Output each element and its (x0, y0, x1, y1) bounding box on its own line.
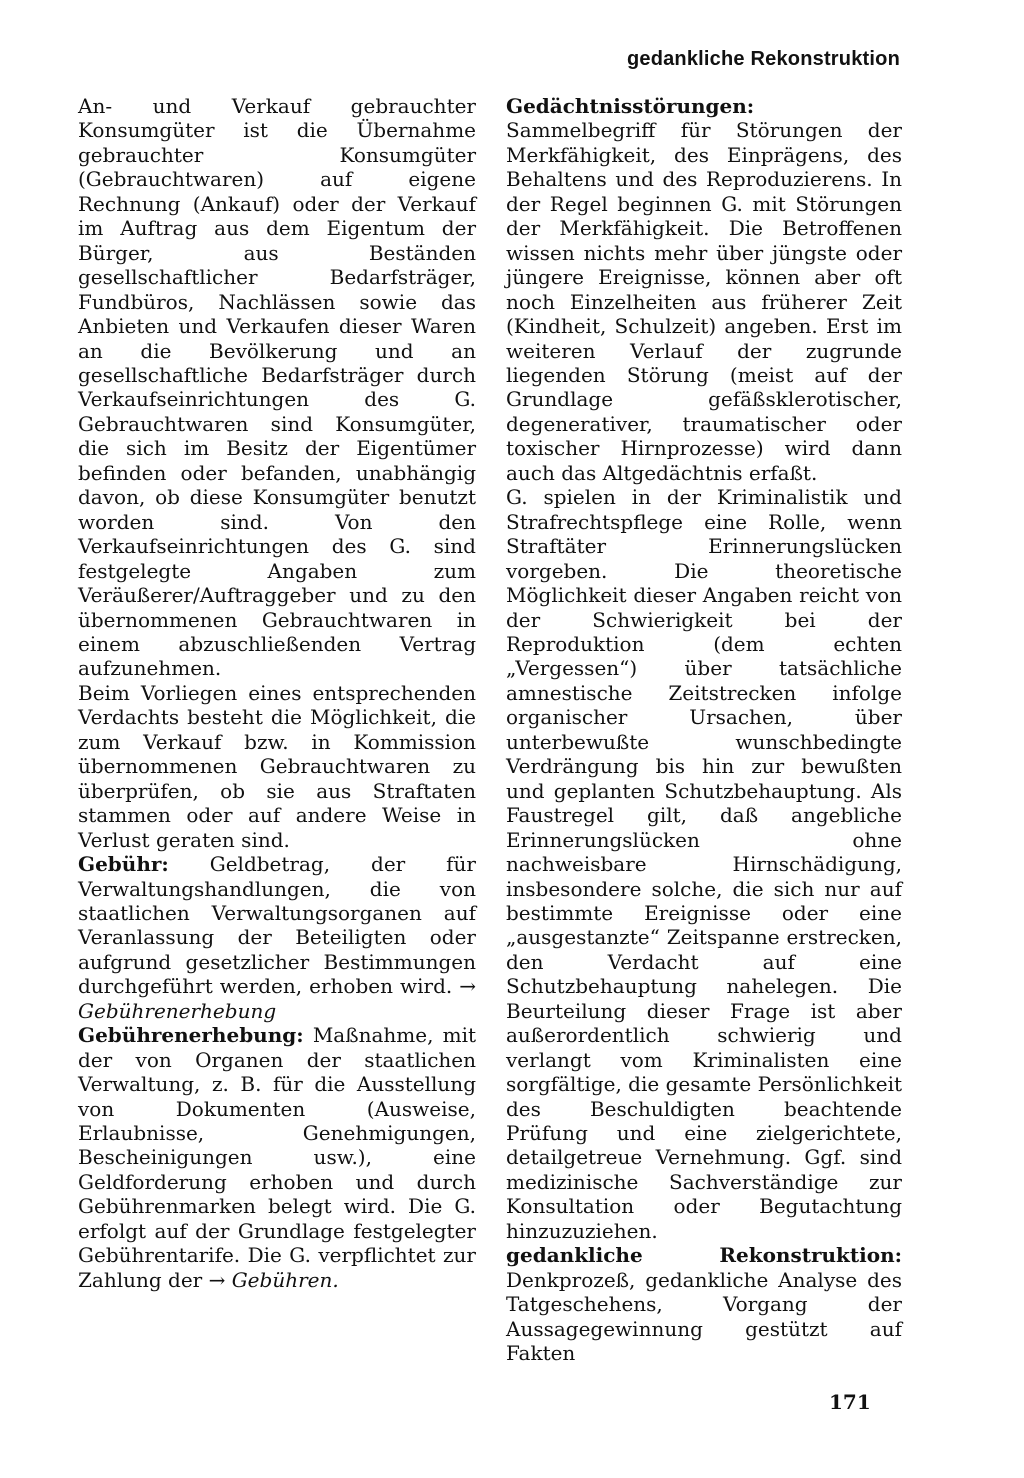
entry-an-und-verkauf-paragraph-1: An- und Verkauf gebrauchter Konsumgüter ist die Übernahme gebrauchter Konsumgüter (Gebrauchtwaren) auf eigene Rechnung (Ankauf) oder der Verkauf im Auftrag aus dem Eigentum der Bürger, aus Beständen gesellschaftlicher Bedarfsträger, Fundbüros, Nachlässen sowie das Anbieten und Verkaufen dieser Waren an die Bevölkerung und an gesellschaftliche Bedarfsträger durch Verkaufseinrichtungen des G. Gebrauchtwaren sind Konsumgüter, die sich im Besitz der Eigentümer befinden oder befanden, unabhängig davon, ob diese Konsumgüter benutzt worden sind. Von den Verkaufseinrichtungen des G. sind festgelegte Angaben zum Veräußerer/Auftraggeber und zu den übernommenen Gebrauchtwaren in einem abzuschließenden Vertrag aufzunehmen. (78, 94, 476, 681)
entry-gedaechtnisstoerungen (506, 94, 902, 485)
right-column (506, 94, 902, 1366)
entry-term: Gebührenerhebung: (78, 1023, 304, 1048)
entry-definition: Geldbetrag, der für Verwaltungshandlungen, die von staatlichen Verwaltungsorganen auf Veranlassung der Beteiligten oder aufgrund gesetzlicher Bestimmungen durchgeführt werden, erhoben wird. → (78, 852, 476, 999)
entry-gedankliche-rekonstruktion (506, 1243, 902, 1365)
entry-gebuehr (78, 852, 476, 1023)
cross-reference-link[interactable]: Gebührenerhebung (78, 998, 277, 1023)
page-number: 171 (829, 1390, 871, 1414)
running-head: gedankliche Rekonstruktion (626, 48, 900, 70)
entry-definition: Maßnahme, mit der von Organen der staatlichen Verwaltung, z. B. für die Ausstellung von Dokumenten (Ausweise, Erlaubnisse, Genehmigungen, Bescheinigungen usw.), eine Geldforderung erhoben und durch Gebührenmarken belegt wird. Die G. erfolgt auf der Grundlage festgelegter Gebührentarife. Die G. verpflichtet zur Zahlung der → (78, 1023, 476, 1292)
entry-term: gedankliche Rekonstruktion: (506, 1243, 902, 1268)
entry-term: Gebühr: (78, 852, 169, 877)
entry-definition: Denkprozeß, gedankliche Analyse des Tatgeschehens, Vorgang der Aussagegewinnung gestützt auf Fakten (506, 1267, 902, 1366)
entry-definition: Sammelbegriff für Störungen der Merkfähigkeit, des Einprägens, des Behaltens und des Reproduzierens. In der Regel beginnen G. mit Störungen der Merkfähigkeit. Die Betroffenen wissen nichts mehr über jüngste oder jüngere Ereignisse, können aber oft noch Einzelheiten aus früherer Zeit (Kindheit, Schulzeit) angeben. Erst im weiteren Verlauf der zugrunde liegenden Störung (meist auf der Grundlage gefäßsklerotischer, degenerativer, traumatischer oder toxischer Hirnprozesse) wird dann auch das Altgedächtnis erfaßt. (506, 118, 902, 485)
left-column (78, 94, 476, 1292)
cross-reference-link[interactable]: Gebühren. (231, 1267, 339, 1292)
entry-gebuehrenerhebung (78, 1023, 476, 1292)
entry-gedaechtnisstoerungen-paragraph-2: G. spielen in der Kriminalistik und Strafrechtspflege eine Rolle, wenn Straftäter Erinnerungslücken vorgeben. Die theoretische Möglichkeit dieser Angaben reicht von der Schwierigkeit bei der Reproduktion (dem echten „Vergessen“) über tatsächliche amnestische Zeitstrecken infolge organischer Ursachen, über unterbewußte wunschbedingte Verdrängung bis hin zur bewußten und geplanten Schutzbehauptung. Als Faustregel gilt, daß angebliche Erinnerungslücken ohne nachweisbare Hirnschädigung, insbesondere solche, die sich nur auf bestimmte Ereignisse oder eine „ausgestanzte“ Zeitspanne erstrecken, den Verdacht auf eine Schutzbehauptung nahelegen. Die Beurteilung dieser Frage ist aber außerordentlich schwierig und verlangt vom Kriminalisten eine sorgfältige, die gesamte Persönlichkeit des Beschuldigten beachtende Prüfung und eine zielgerichtete, detailgetreue Vernehmung. Ggf. sind medizinische Sachverständige zur Konsultation oder Begutachtung hinzuzuziehen. (506, 485, 902, 1243)
entry-an-und-verkauf-paragraph-2: Beim Vorliegen eines entsprechenden Verdachts besteht die Möglichkeit, die zum Verkauf bzw. in Kommission übernommenen Gebrauchtwaren zu überprüfen, ob sie aus Straftaten stammen oder auf andere Weise in Verlust geraten sind. (78, 680, 476, 852)
entry-term: Gedächtnisstörungen: (506, 94, 755, 118)
